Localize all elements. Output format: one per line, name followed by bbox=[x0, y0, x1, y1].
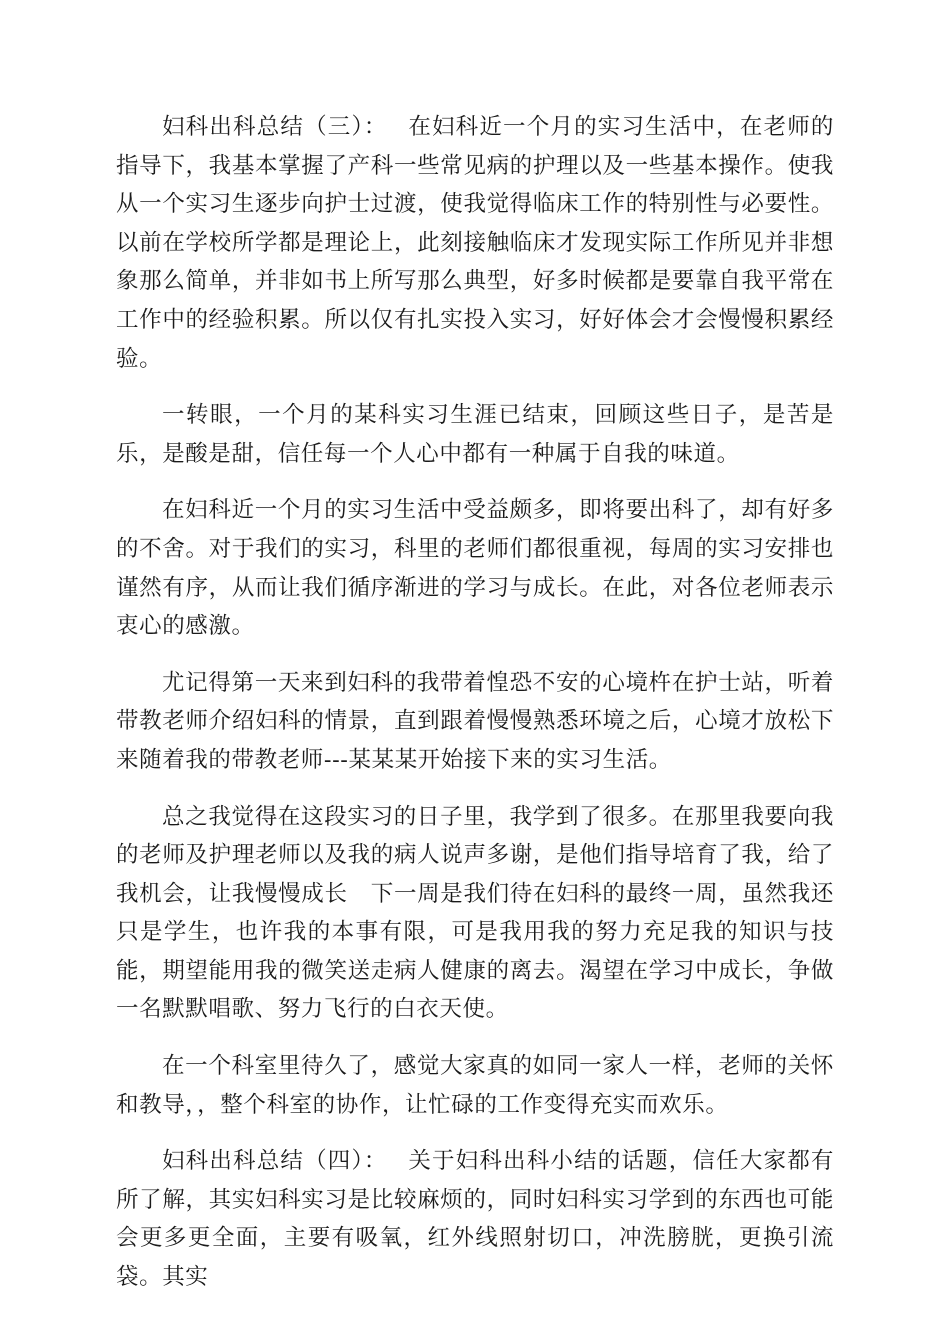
paragraph-summary-three: 妇科出科总结（三）： 在妇科近一个月的实习生活中，在老师的指导下，我基本掌握了产科一些常见病的护理以及一些基本操作。使我从一个实习生逐步向护士过渡，使我觉得临床工作的特别性与必要性。以前在学校所学都是理论上，此刻接触临床才发现实际工作所见并非想象那么简单，并非如书上所写那么典型，好多时候都是要靠自我平常在工作中的经验积累。所以仅有扎实投入实习，好好体会才会慢慢积累经验。 bbox=[116, 114, 834, 372]
paragraph-first-day: 尤记得第一天来到妇科的我带着惶恐不安的心境杵在护士站，听着带教老师介绍妇科的情景，直到跟着慢慢熟悉环境之后，心境才放松下来随着我的带教老师---某某某开始接下来的实习生活。 bbox=[116, 669, 834, 773]
document-body bbox=[116, 108, 834, 1315]
paragraph-conclusion: 总之我觉得在这段实习的日子里，我学到了很多。在那里我要向我的老师及护理老师以及我的病人说声多谢，是他们指导培育了我，给了我机会，让我慢慢成长 下一周是我们待在妇科的最终一周，虽然我还只是学生，也许我的本事有限，可是我用我的努力充足我的知识与技能，期望能用我的微笑送走病人健康的离去。渴望在学习中成长，争做一名默默唱歌、努力飞行的白衣天使。 bbox=[116, 803, 834, 1023]
paragraph-summary-four: 妇科出科总结（四）： 关于妇科出科小结的话题，信任大家都有所了解，其实妇科实习是比较麻烦的，同时妇科实习学到的东西也可能会更多更全面，主要有吸氧，红外线照射切口，冲洗膀胱，更换引流袋。其实 bbox=[116, 1148, 834, 1291]
paragraph-reflection: 一转眼，一个月的某科实习生涯已结束，回顾这些日子，是苦是乐，是酸是甜，信任每一个人心中都有一种属于自我的味道。 bbox=[116, 402, 834, 467]
paragraph-teamwork: 在一个科室里待久了，感觉大家真的如同一家人一样，老师的关怀和教导，，整个科室的协作，让忙碌的工作变得充实而欢乐。 bbox=[116, 1053, 834, 1118]
paragraph-gratitude: 在妇科近一个月的实习生活中受益颇多，即将要出科了，却有好多的不舍。对于我们的实习，科里的老师们都很重视，每周的实习安排也谨然有序，从而让我们循序渐进的学习与成长。在此，对各位老师表示衷心的感激。 bbox=[116, 497, 834, 640]
